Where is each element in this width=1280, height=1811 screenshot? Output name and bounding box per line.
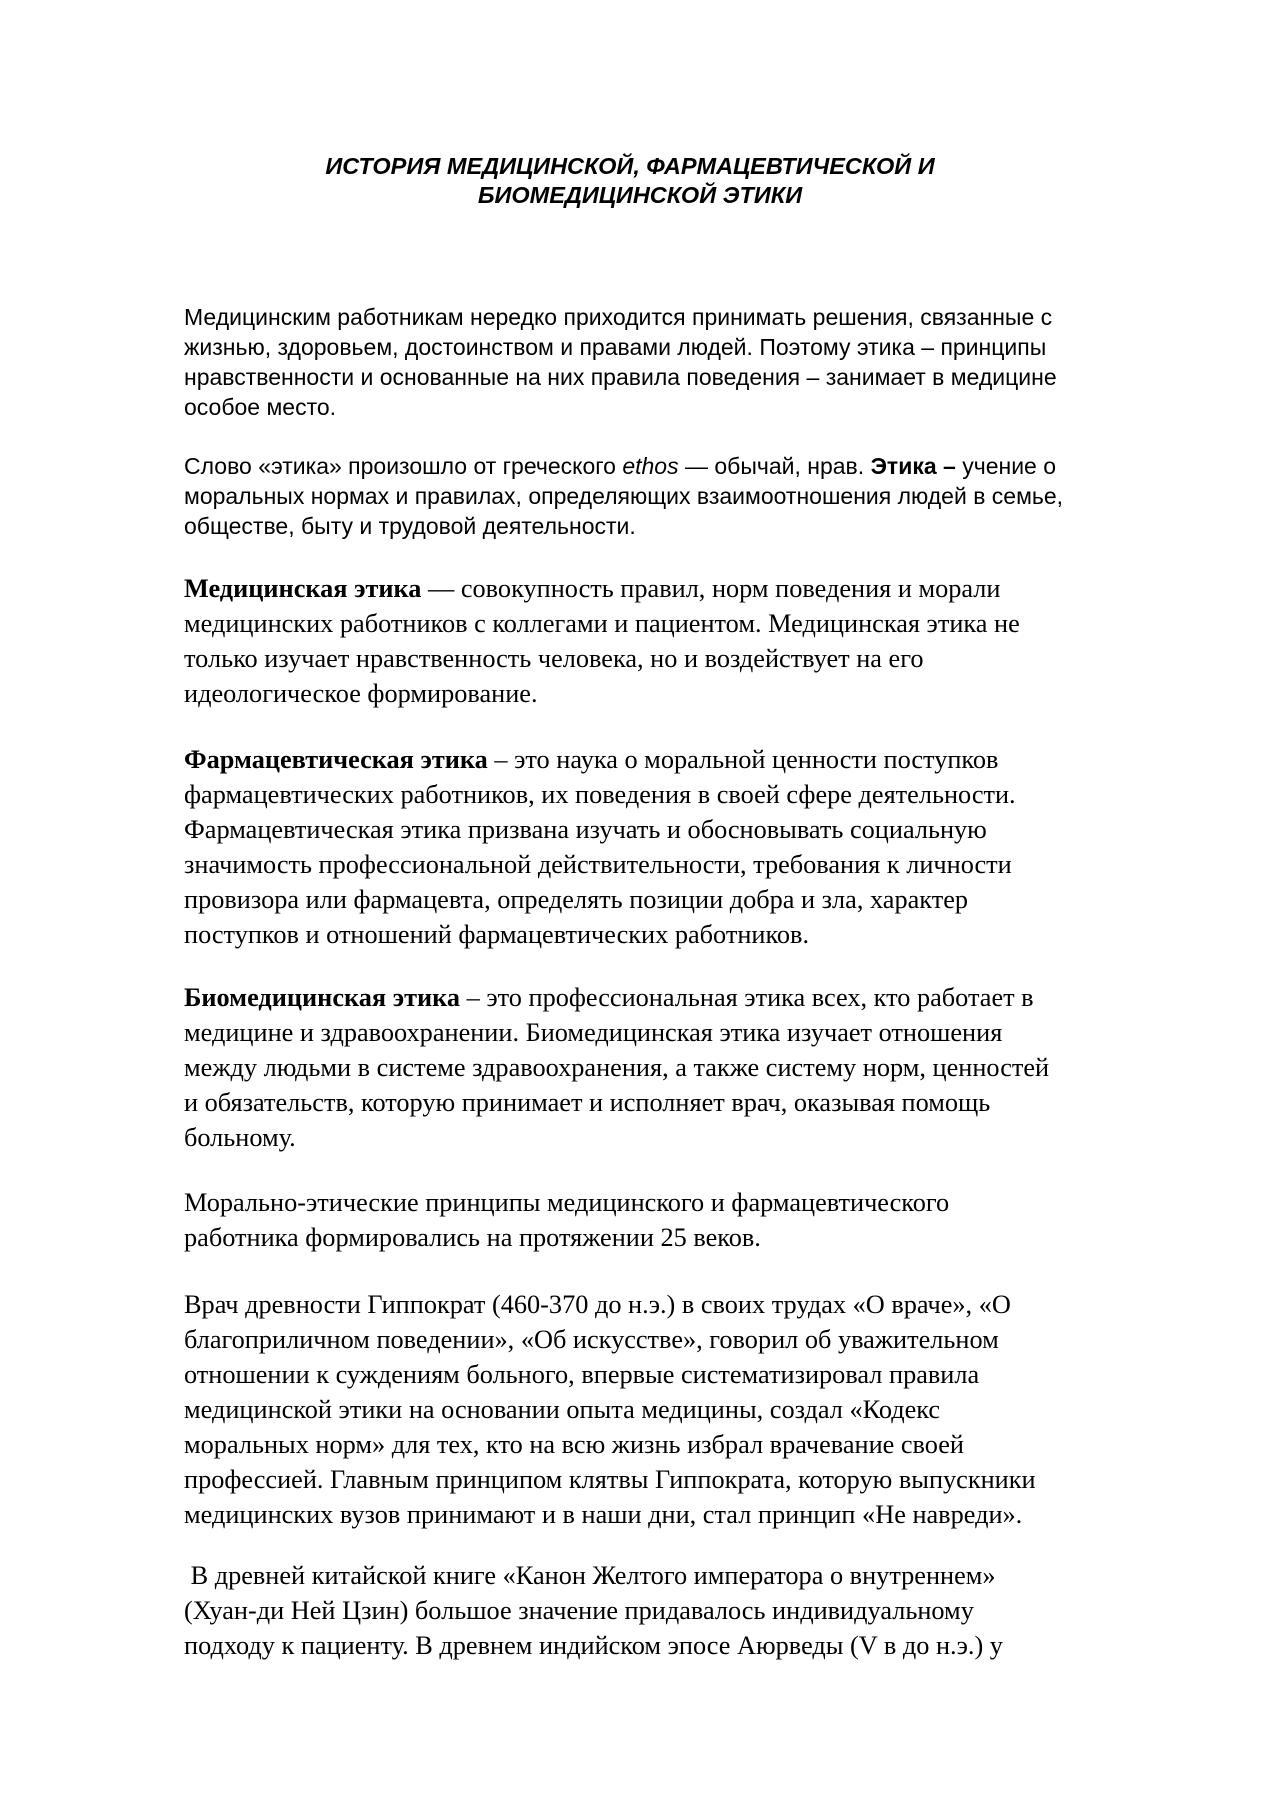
text-line: идеологическое формирование. — [184, 679, 538, 708]
text-line: между людьми в системе здравоохранения, а также систему норм, ценностей — [184, 1053, 1050, 1082]
text-line: Фармацевтическая этика призвана изучать и обосновывать социальную — [184, 815, 987, 844]
text-line: медицинских работников с коллегами и пациентом. Медицинская этика не — [184, 609, 1020, 638]
text-line: моральных нормах и правилах, определяющих взаимоотношения людей в семье, — [184, 483, 1064, 509]
text-line: подходу к пациенту. В древнем индийском эпосе Аюрведы (V в до н.э.) у — [184, 1631, 1003, 1660]
paragraph-medical-ethics — [184, 571, 1184, 711]
text-line: провизора или фармацевта, определять позиции добра и зла, характер — [184, 885, 969, 914]
paragraph-pharmaceutical-ethics — [184, 742, 1184, 952]
text-line — [184, 742, 1184, 777]
text-line — [184, 451, 1184, 481]
biomedical-ethics-term: Биомедицинская этика — [184, 983, 461, 1012]
text-line: особое место. — [184, 394, 337, 420]
text-line — [184, 571, 1184, 606]
text-line: больному. — [184, 1123, 296, 1152]
title-line: ИСТОРИЯ МЕДИЦИНСКОЙ, ФАРМАЦЕВТИЧЕСКОЙ И — [325, 153, 935, 179]
text-segment: — совокупность правил, норм поведения и морали — [421, 574, 1001, 603]
text-line: жизнью, здоровьем, достоинством и правами людей. Поэтому этика – принципы — [184, 334, 1047, 360]
document-title — [240, 152, 1020, 210]
text-line: медицине и здравоохранении. Биомедицинская этика изучает отношения — [184, 1018, 1003, 1047]
text-line: обществе, быту и трудовой деятельности. — [184, 513, 636, 539]
text-line: Морально-этические принципы медицинского и фармацевтического — [184, 1188, 950, 1217]
text-segment: – это профессиональная этика всех, кто работает в — [460, 983, 1034, 1012]
paragraph-biomedical-ethics — [184, 980, 1184, 1155]
paragraph-principles-history — [184, 1185, 1184, 1255]
ethos-word: ethos — [622, 453, 679, 479]
text-line: поступков и отношений фармацевтических работников. — [184, 920, 810, 949]
text-line: медицинской этики на основании опыта медицины, создал «Кодекс — [184, 1395, 941, 1424]
text-line: работника формировались на протяжении 25 веков. — [184, 1223, 761, 1252]
title-line: БИОМЕДИЦИНСКОЙ ЭТИКИ — [477, 182, 803, 208]
text-segment: — обычай, нрав. — [678, 453, 871, 479]
text-line: медицинских вузов принимают и в наши дни, стал принцип «Не навреди». — [184, 1500, 1023, 1529]
text-line: нравственности и основанные на них правила поведения – занимает в медицине — [184, 364, 1057, 390]
text-line: Медицинским работникам нередко приходится принимать решения, связанные с — [184, 304, 1053, 330]
text-segment: Слово «этика» произошло от греческого — [184, 453, 623, 479]
text-line: отношении к суждениям больного, впервые систематизировал правила — [184, 1360, 980, 1389]
paragraph-hippocrates — [184, 1287, 1184, 1532]
text-line: профессией. Главным принципом клятвы Гиппократа, которую выпускники — [184, 1465, 1036, 1494]
text-line: только изучает нравственность человека, но и воздействует на его — [184, 644, 924, 673]
text-line: и обязательств, которую принимает и исполняет врач, оказывая помощь — [184, 1088, 991, 1117]
paragraph-intro — [184, 302, 1184, 422]
text-segment: учение о — [955, 453, 1057, 479]
text-line: моральных норм» для тех, кто на всю жизнь избрал врачевание своей — [184, 1430, 965, 1459]
text-line: значимость профессиональной действительности, требования к личности — [184, 850, 1012, 879]
medical-ethics-term: Медицинская этика — [184, 574, 422, 603]
text-segment: – это наука о моральной ценности поступков — [487, 745, 999, 774]
text-line: фармацевтических работников, их поведения в своей сфере деятельности. — [184, 780, 1016, 809]
text-line: Врач древности Гиппократ (460-370 до н.э.) в своих трудах «О враче», «О — [184, 1290, 1011, 1319]
paragraph-ethics-definition — [184, 451, 1184, 541]
text-line: благоприличном поведении», «Об искусстве», говорил об уважительном — [184, 1325, 999, 1354]
ethics-term: Этика – — [870, 453, 956, 479]
text-line: В древней китайской книге «Канон Желтого императора о внутреннем» — [184, 1561, 996, 1590]
paragraph-ancient-china-india — [184, 1558, 1184, 1663]
pharmaceutical-ethics-term: Фармацевтическая этика — [184, 745, 488, 774]
text-line — [184, 980, 1184, 1015]
text-line: (Хуан-ди Ней Цзин) большое значение придавалось индивидуальному — [184, 1596, 974, 1625]
